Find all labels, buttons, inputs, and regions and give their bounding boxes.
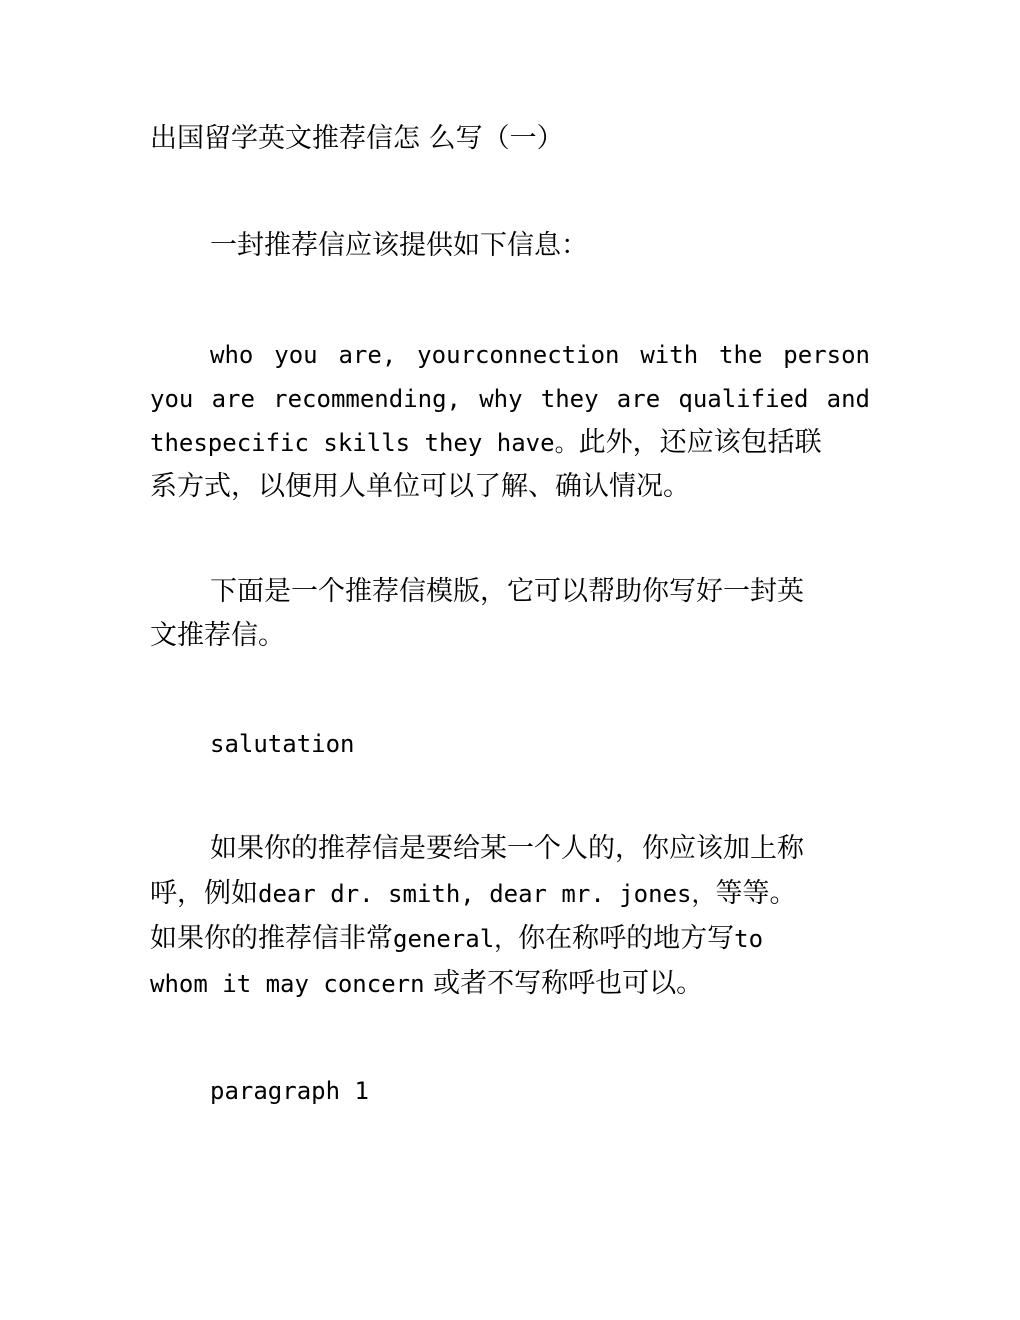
document-title: 出国留学英文推荐信怎 么写（一） — [150, 123, 564, 154]
paragraph-line — [150, 962, 703, 1006]
section-heading-paragraph-1: paragraph 1 — [210, 1077, 369, 1105]
paragraph-text-en: general， — [393, 925, 519, 953]
paragraph-line — [150, 872, 796, 916]
paragraph-text-cn: 如果你的推荐信非常 — [150, 923, 393, 954]
paragraph-text-en: thespecific skills they have。 — [150, 429, 579, 457]
intro-line: 一封推荐信应该提供如下信息： — [210, 230, 588, 261]
paragraph-line: 文推荐信。 — [150, 620, 285, 651]
paragraph-line — [150, 917, 763, 961]
paragraph-text-cn: 你在称呼的地方写 — [518, 923, 735, 954]
paragraph-line — [150, 421, 822, 465]
paragraph-text-cn: 等等。 — [715, 878, 797, 909]
paragraph-line: 下面是一个推荐信模版，它可以帮助你写好一封英 — [210, 576, 804, 607]
section-heading-salutation: salutation — [210, 730, 355, 758]
paragraph-line: 如果你的推荐信是要给某一个人的，你应该加上称 — [210, 833, 804, 864]
paragraph-line: 系方式，以便用人单位可以了解、确认情况。 — [150, 471, 690, 502]
paragraph-text-cn: 此外，还应该包括联 — [578, 427, 822, 458]
paragraph-text-cn: 或者不写称呼也可以。 — [424, 968, 704, 999]
paragraph-text-en: to — [734, 925, 764, 953]
paragraph-text-en: whom it may concern — [150, 970, 425, 998]
paragraph-line: you are recommending, why they are qualified and — [150, 385, 870, 413]
paragraph-line: who you are, yourconnection with the person — [210, 341, 870, 369]
paragraph-text-cn: 呼，例如 — [150, 878, 258, 909]
paragraph-text-en: dear dr. smith, dear mr. jones， — [258, 880, 716, 908]
